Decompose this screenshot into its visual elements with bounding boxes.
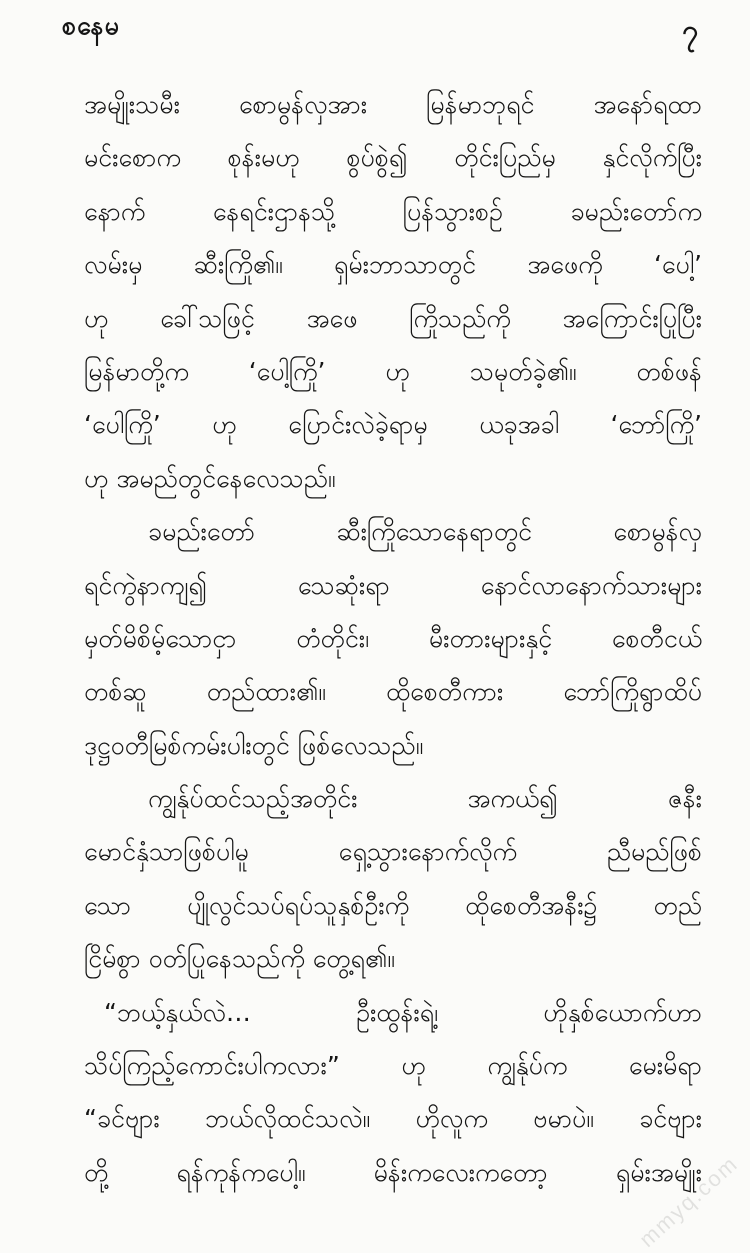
text-line: ‘ပေါကြို’ ဟု ပြောင်းလဲခဲ့ရာမှ ယခုအခါ ‘ဘော်ကြို’ <box>84 410 702 440</box>
paragraph-start-line: “ဘယ့်နှယ်လဲ… ဦးထွန်းရဲ့၊ ဟိုနှစ်ယောက်ဟာ <box>104 997 702 1027</box>
paragraph-start-line: ခမည်းတော် ဆီးကြိုသောနေရာတွင် စောမွန်လှ <box>148 517 702 547</box>
text-line: ငြိမ်စွာ ဝတ်ပြုနေသည်ကို တွေ့ရ၏။ <box>84 944 395 974</box>
text-line: ဟု ခေါ်သဖြင့် အဖေ ကြိုသည်ကို အကြောင်းပြုပြီး <box>84 303 702 333</box>
text-line: လမ်းမှ ဆီးကြို၏။ ရှမ်းဘာသာတွင် အဖေကို ‘ပေါ့’ <box>84 250 702 280</box>
text-line: မှတ်မိစိမ့်သောငှာ တံတိုင်း၊ မီးတားများနှင့် စေတီငယ် <box>84 623 702 653</box>
text-line: မောင်နှံသာဖြစ်ပါမူ ရှေ့သွားနောက်လိုက် ညီမည်ဖြစ် <box>84 837 702 867</box>
text-line: သိပ်ကြည့်ကောင်းပါကလား” ဟု ကျွန်ုပ်က မေးမိရာ <box>84 1051 702 1081</box>
text-line: မင်းစောက စုန်းမဟု စွပ်စွဲ၍ တိုင်းပြည်မှ နှင်လိုက်ပြီး <box>84 143 702 173</box>
text-line: ဒုဋ္ဌဝတီမြစ်ကမ်းပါးတွင် ဖြစ်လေသည်။ <box>84 730 424 760</box>
text-line: ဟု အမည်တွင်နေလေသည်။ <box>84 463 336 493</box>
text-line: နောက် နေရင်းဌာနသို့ ပြန်သွားစဉ် ခမည်းတော်က <box>84 196 702 226</box>
watermark: mmyq.com <box>634 1150 744 1252</box>
text-line: တို့ ရန်ကုန်ကပေါ့။ မိန်းကလေးကတော့ ရှမ်းအမျိုး <box>84 1157 702 1187</box>
body-text <box>84 78 702 1199</box>
page-number: ၇ <box>682 14 698 47</box>
text-line: သော ပျိုလွင်သပ်ရပ်သူနှစ်ဦးကို ထိုစေတီအနီး၌ တည် <box>84 890 702 920</box>
text-line: အမျိုးသမီး စောမွန်လှအား မြန်မာဘုရင် အနော်ရထာ <box>84 90 702 119</box>
running-head: စနေမ <box>62 11 120 40</box>
paragraph-start-line: ကျွန်ုပ်ထင်သည့်အတိုင်း အကယ်၍ ဇနီး <box>148 784 702 814</box>
text-line: “ခင်ဗျား ဘယ်လိုထင်သလဲ။ ဟိုလူက ဗမာပဲ။ ခင်ဗျား <box>84 1104 702 1134</box>
text-line: မြန်မာတို့က ‘ပေါ့ကြို’ ဟု သမုတ်ခဲ့၏။ တစ်ဖန် <box>84 356 702 386</box>
text-line: တစ်ဆူ တည်ထား၏။ ထိုစေတီကား ဘော်ကြိုရွာထိပ် <box>84 677 702 707</box>
text-line: ရင်ကွဲနာကျ၍ သေဆုံးရာ နောင်လာနောက်သားများ <box>84 570 702 600</box>
